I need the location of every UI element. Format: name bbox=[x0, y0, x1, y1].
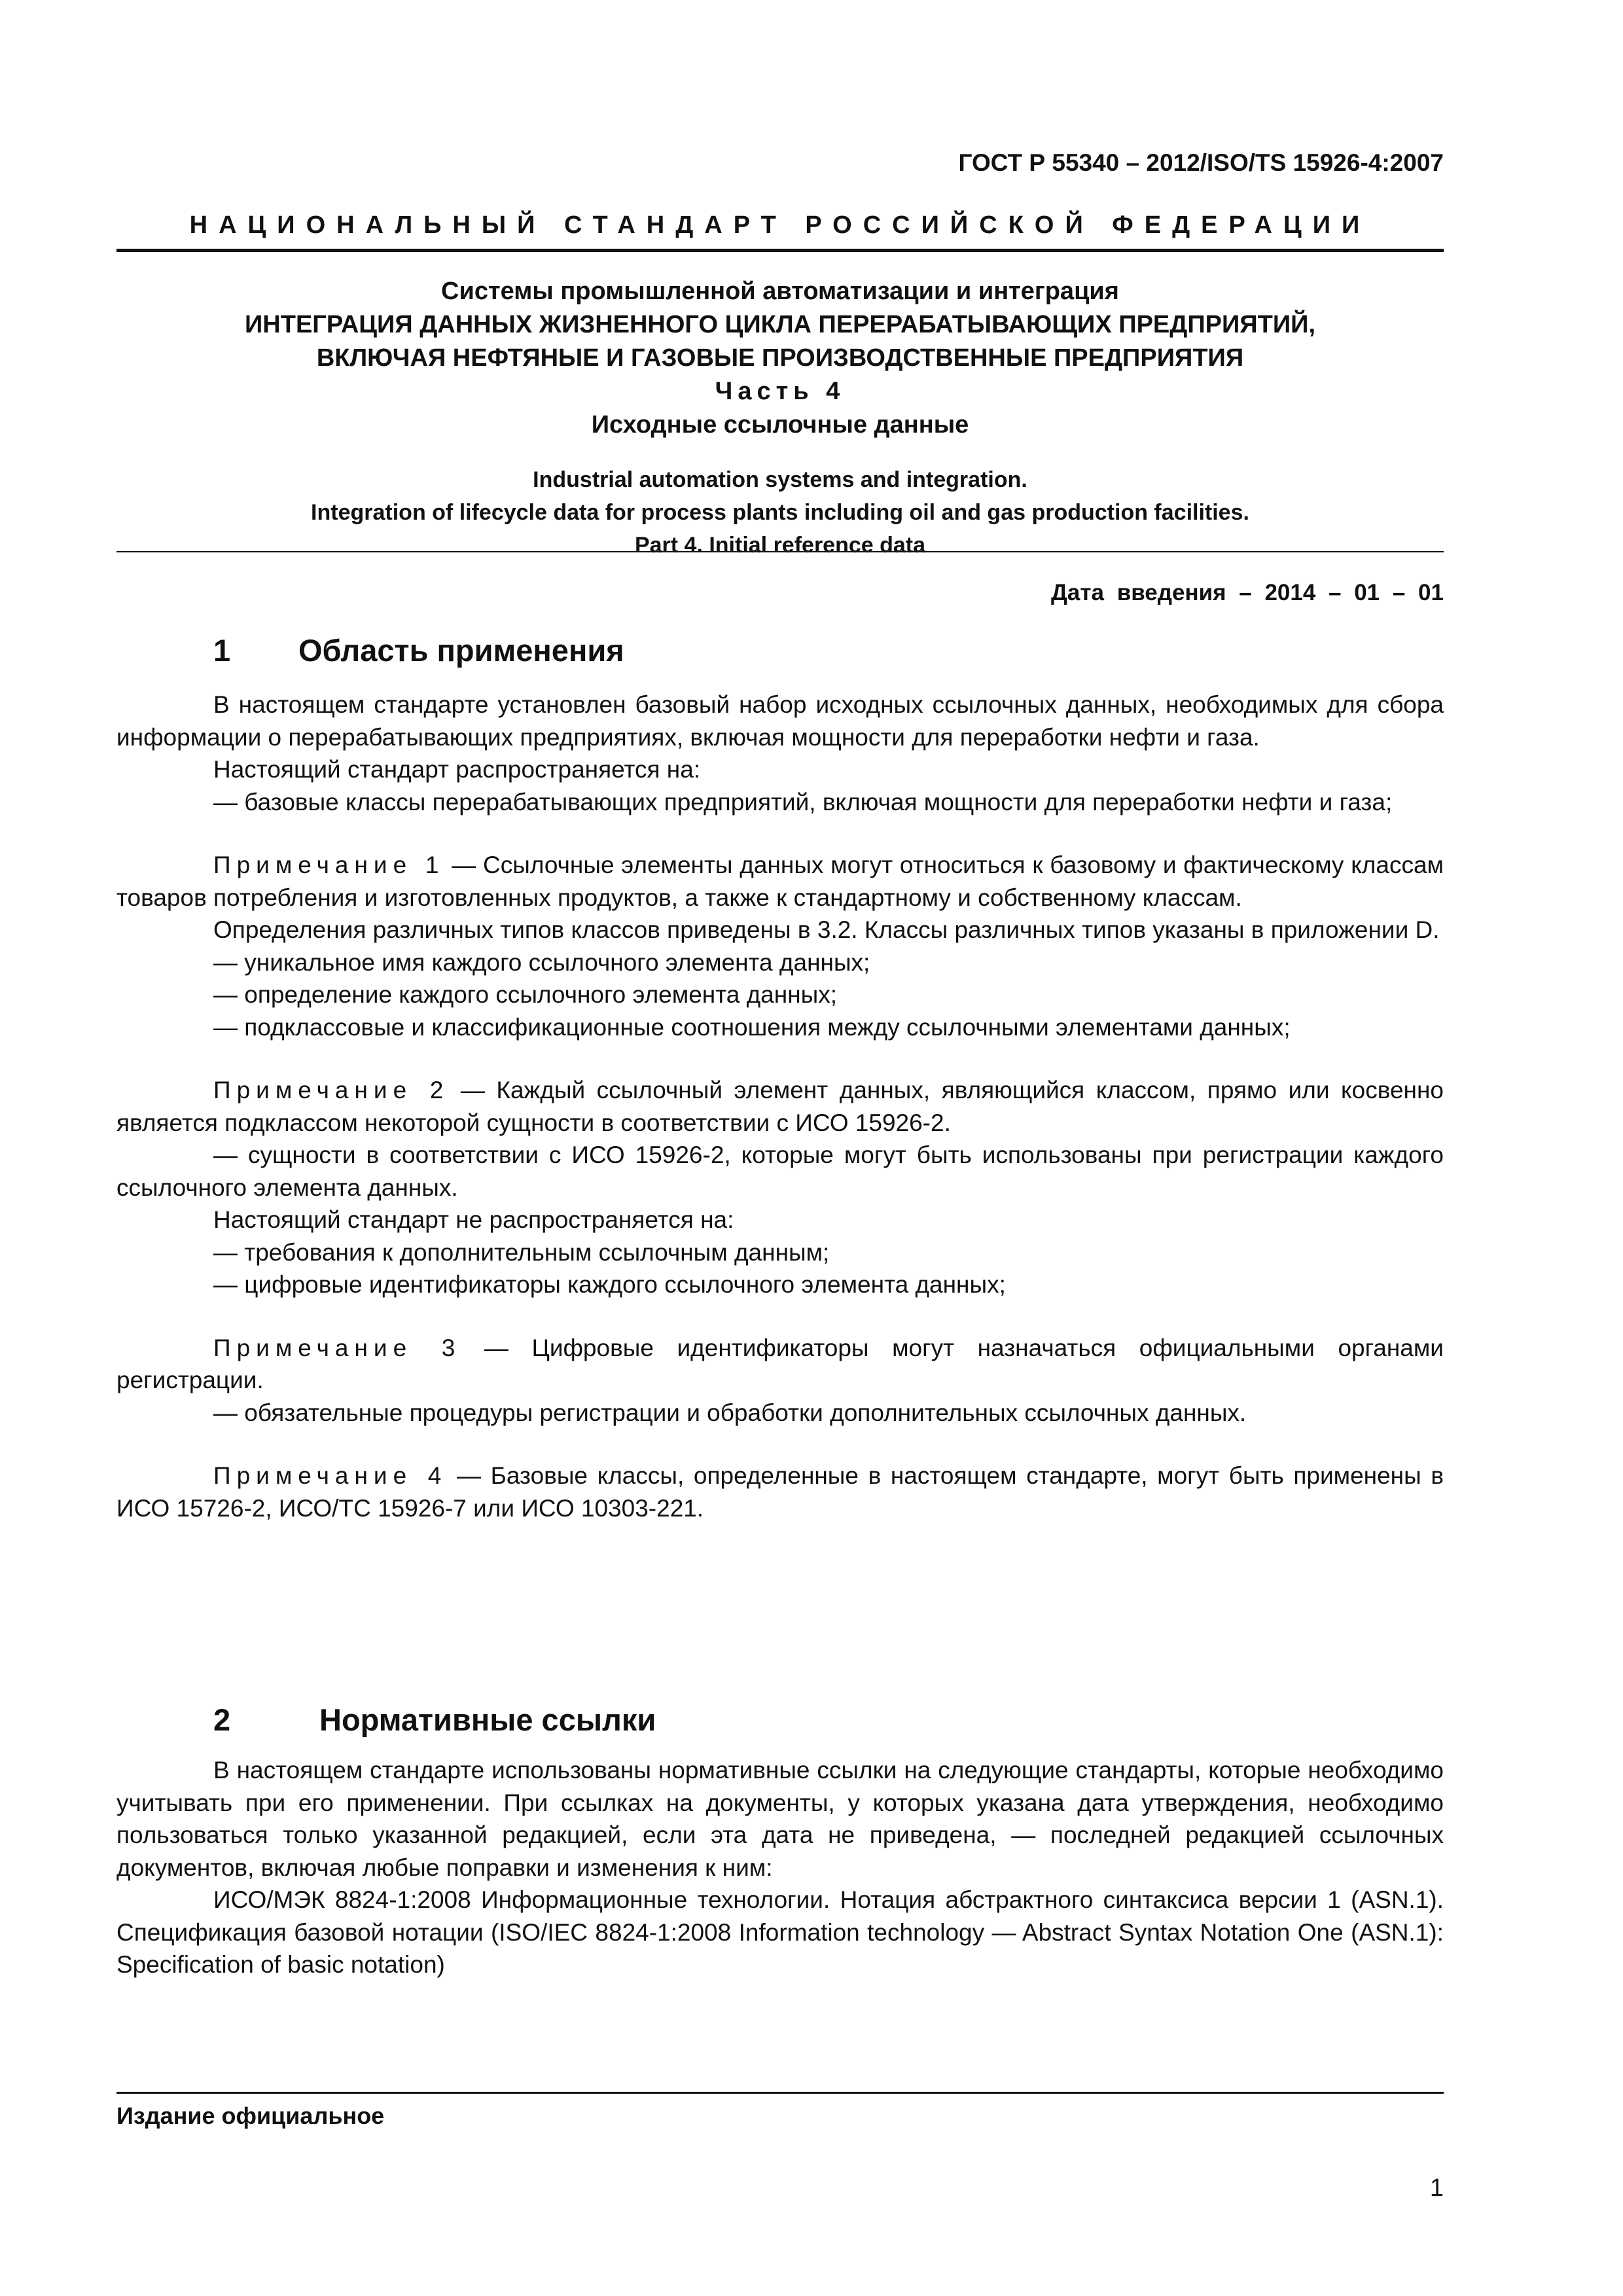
list-item: — базовые классы перерабатывающих предприятий, включая мощности для переработки нефти и газа; bbox=[213, 788, 1393, 816]
note-label: Примечание 4 bbox=[213, 1462, 448, 1489]
national-standard-banner: НАЦИОНАЛЬНЫЙ СТАНДАРТ РОССИЙСКОЙ ФЕДЕРАЦИИ bbox=[116, 207, 1444, 252]
paragraph: Настоящий стандарт не распространяется на: bbox=[213, 1206, 734, 1233]
note-label: Примечание 2 bbox=[213, 1077, 450, 1103]
title-ru-subtitle: Исходные ссылочные данные bbox=[591, 411, 969, 439]
note-2 bbox=[116, 1074, 1444, 1139]
title-russian bbox=[116, 275, 1444, 442]
section-2-body bbox=[116, 1754, 1444, 1981]
title-ru-line3: ВКЛЮЧАЯ НЕФТЯНЫЕ И ГАЗОВЫЕ ПРОИЗВОДСТВЕННЫЕ ПРЕДПРИЯТИЯ bbox=[316, 344, 1244, 372]
section-1-number: 1 bbox=[213, 633, 231, 668]
section-2-title: Нормативные ссылки bbox=[319, 1702, 656, 1737]
title-en-line3: Part 4. Initial reference data bbox=[634, 533, 926, 558]
paragraph: В настоящем стандарте использованы нормативные ссылки на следующие стандарты, которые необходимо учитывать при его применении. При ссылках на документы, у которых указана дата утверждения, необходимо пользоваться только указанной редакцией, если эта дата не приведена, — последней редакцией ссылочных документов, включая любые поправки и изменения к ним: bbox=[116, 1757, 1444, 1881]
list-item: — обязательные процедуры регистрации и обработки дополнительных ссылочных данных. bbox=[213, 1399, 1247, 1426]
page-number: 1 bbox=[1429, 2174, 1444, 2202]
note-3 bbox=[116, 1332, 1444, 1397]
footer-divider bbox=[116, 2092, 1444, 2094]
note-label: Примечание 1 bbox=[213, 852, 445, 878]
paragraph: Настоящий стандарт распространяется на: bbox=[213, 756, 701, 783]
edition-label: Издание официальное bbox=[116, 2102, 385, 2129]
note-label: Примечание 3 bbox=[213, 1334, 461, 1361]
title-ru-line2: ИНТЕГРАЦИЯ ДАННЫХ ЖИЗНЕННОГО ЦИКЛА ПЕРЕРАБАТЫВАЮЩИХ ПРЕДПРИЯТИЙ, bbox=[244, 311, 1316, 338]
title-en-line1: Industrial automation systems and integration. bbox=[533, 467, 1027, 492]
section-2-heading bbox=[213, 1702, 656, 1738]
section-1-heading bbox=[213, 632, 624, 668]
note-text: — Цифровые идентификаторы могут назначаться официальными органами регистрации. bbox=[116, 1334, 1444, 1393]
note-4 bbox=[116, 1460, 1444, 1524]
list-item: — определение каждого ссылочного элемента данных; bbox=[213, 981, 838, 1008]
note-text: — Каждый ссылочный элемент данных, являющийся классом, прямо или косвенно является подклассом некоторой сущности в соответствии с ИСО 15926-2. bbox=[116, 1077, 1444, 1136]
section-1-body bbox=[116, 689, 1444, 1524]
document-page bbox=[116, 0, 1444, 2296]
note-text: — Ссылочные элементы данных могут относиться к базовому и фактическому классам товаров потребления и изготовленных продуктов, а также к стандартному и собственному классам. bbox=[116, 852, 1444, 911]
section-1-title: Область применения bbox=[298, 633, 624, 668]
paragraph: ИСО/МЭК 8824-1:2008 Информационные технологии. Нотация абстрактного синтаксиса версии 1 (ASN.1). Спецификация базовой нотации (ISO/IEC 8824-1:2008 Information technology — Abstract Syntax Notation One (ASN.1): Specification of basic notation) bbox=[116, 1886, 1444, 1978]
section-2-number: 2 bbox=[213, 1702, 231, 1737]
title-divider bbox=[116, 551, 1444, 552]
title-en-line2: Integration of lifecycle data for process plants including oil and gas production facilities. bbox=[311, 500, 1249, 525]
list-item: — подклассовые и классификационные соотношения между ссылочными элементами данных; bbox=[213, 1013, 1291, 1041]
list-item: — цифровые идентификаторы каждого ссылочного элемента данных; bbox=[213, 1271, 1006, 1298]
list-item: — требования к дополнительным ссылочным данным; bbox=[213, 1238, 830, 1266]
title-ru-line1: Системы промышленной автоматизации и интеграция bbox=[441, 278, 1119, 305]
title-english bbox=[116, 463, 1444, 562]
paragraph: Определения различных типов классов приведены в 3.2. Классы различных типов указаны в приложении D. bbox=[213, 916, 1440, 943]
paragraph: В настоящем стандарте установлен базовый набор исходных ссылочных данных, необходимых для сбора информации о перерабатывающих предприятиях, включая мощности для переработки нефти и газа. bbox=[116, 691, 1444, 751]
list-item: — сущности в соответствии с ИСО 15926-2, которые могут быть использованы при регистрации каждого ссылочного элемента данных. bbox=[116, 1141, 1444, 1201]
note-text: — Базовые классы, определенные в настоящем стандарте, могут быть применены в ИСО 15726-2, ИСО/ТС 15926-7 или ИСО 10303-221. bbox=[116, 1462, 1444, 1522]
note-1 bbox=[116, 849, 1444, 914]
list-item: — уникальное имя каждого ссылочного элемента данных; bbox=[213, 948, 870, 976]
title-ru-part: Часть 4 bbox=[715, 378, 846, 405]
standard-number: ГОСТ Р 55340 – 2012/ISO/TS 15926-4:2007 bbox=[958, 149, 1444, 176]
introduction-date: Дата введения – 2014 – 01 – 01 bbox=[1051, 580, 1444, 605]
